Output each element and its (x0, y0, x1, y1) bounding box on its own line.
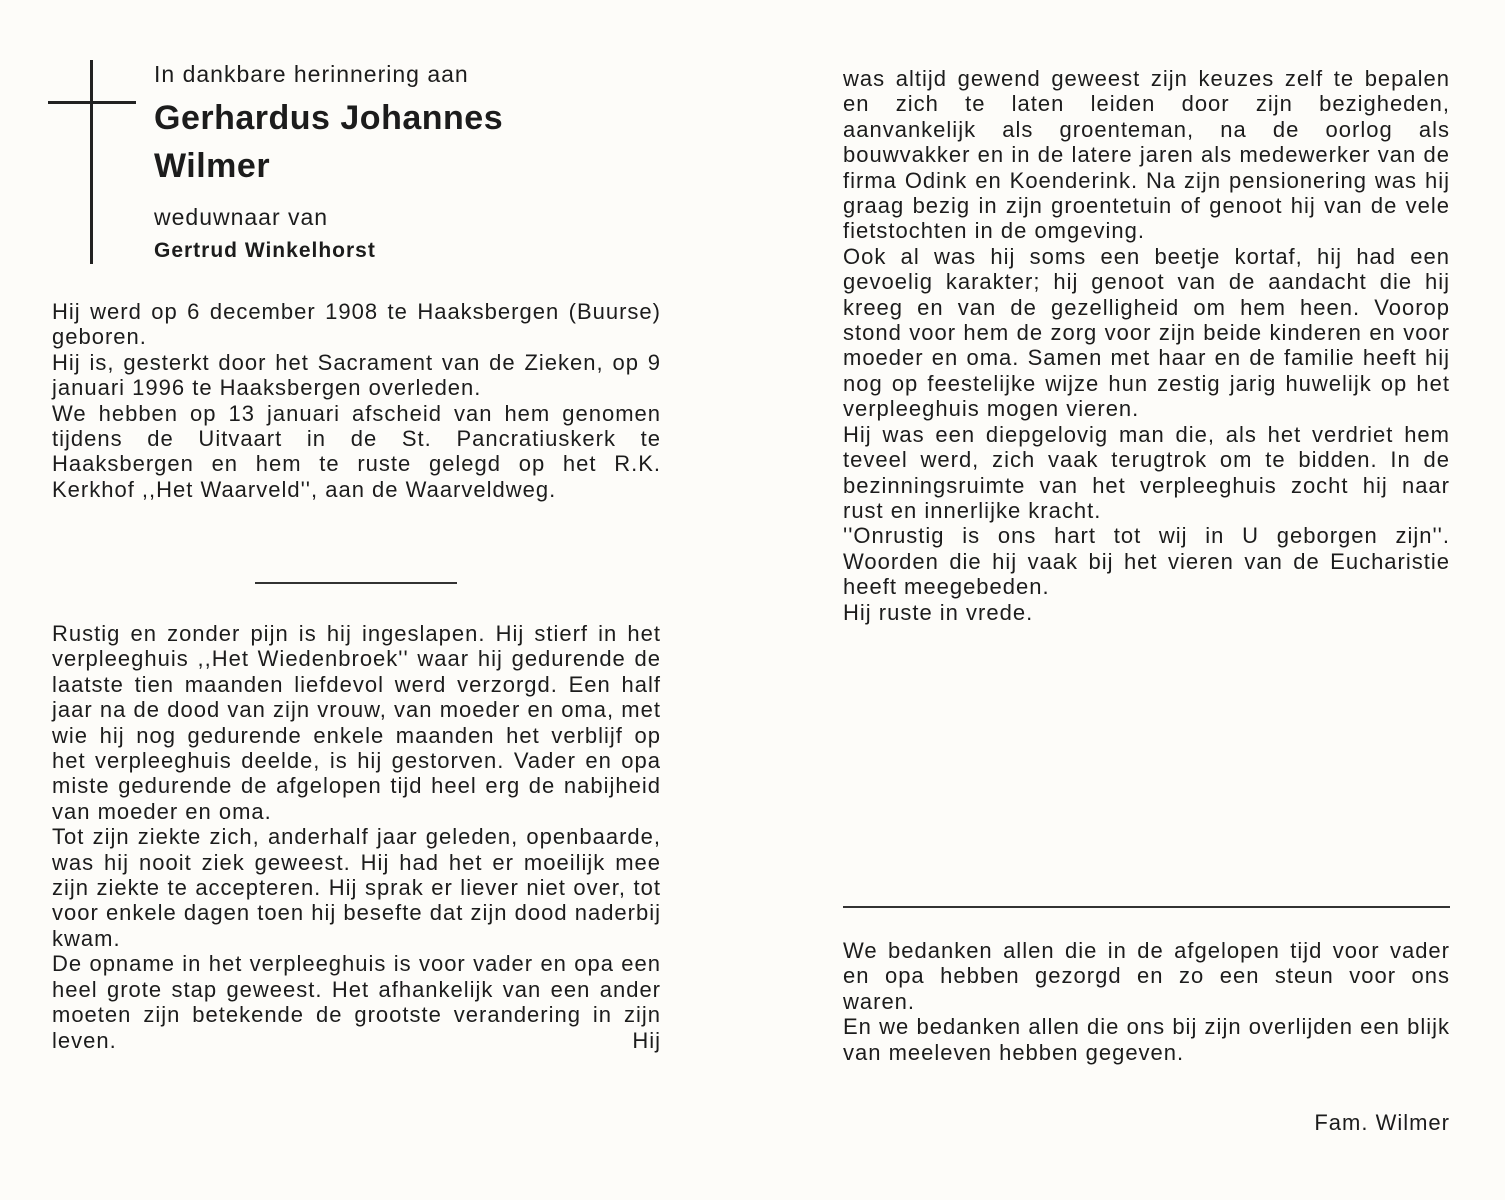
paragraph: Tot zijn ziekte zich, anderhalf jaar geleden, openbaarde, was hij nooit ziek geweest. Hij had het er moeilijk mee zijn ziekte te accepteren. Hij sprak er liever niet over, tot voor enkele dagen toen hij besefte dat zijn dood naderbij kwam. (52, 824, 661, 951)
left-section-2 (52, 621, 661, 1053)
right-section-2 (843, 938, 1450, 1065)
left-section-1 (52, 299, 661, 502)
right-section-1 (843, 66, 1450, 625)
paragraph-birth: Hij werd op 6 december 1908 te Haaksbergen (Buurse) geboren. (52, 299, 661, 350)
paragraph: Hij ruste in vrede. (843, 599, 1034, 625)
paragraph-funeral: We hebben op 13 januari afscheid van hem genomen tijdens de Uitvaart in de St. Pancratiuskerk te Haaksbergen en hem te ruste gelegd op het R.K. Kerkhof ,,Het Waarveld'', aan de Waarveldweg. (52, 400, 661, 502)
cross-icon-horizontal (48, 101, 136, 104)
widow-text: weduwnaar van (154, 204, 329, 230)
paragraph: Hij was een diepgelovig man die, als het verdriet hem teveel werd, zich vaak terugtrok om te bidden. In de bezinningsruimte van het verpleeghuis zocht hij naar rust en innerlijke kracht. (843, 421, 1450, 523)
paragraph: was altijd gewend geweest zijn keuzes zelf te bepalen en zich te laten leiden door zijn bezigheden, aanvankelijk als groenteman, na de oorlog als bouwvakker en in de latere jaren als medewerker van de firma Odink en Koenderink. Na zijn pensionering was hij graag bezig in zijn groentetuin of genoot hij van de vele fietstochten in de omgeving. (843, 66, 1450, 244)
family-signature: Fam. Wilmer (1314, 1110, 1450, 1135)
cross-icon-vertical (90, 60, 93, 264)
paragraph-death: Hij is, gesterkt door het Sacrament van de Zieken, op 9 januari 1996 te Haaksbergen overleden. (52, 349, 661, 401)
intro-text: In dankbare herinnering aan (154, 61, 469, 87)
spouse-name: Gertrud Winkelhorst (154, 239, 376, 262)
header (154, 58, 574, 266)
deceased-name-line1: Gerhardus Johannes (154, 99, 504, 137)
paragraph-thanks-sympathy: En we bedanken allen die ons bij zijn overlijden een blijk van meeleven hebben gegeven. (843, 1014, 1450, 1065)
paragraph: ''Onrustig is ons hart tot wij in U geborgen zijn''. Woorden die hij vaak bij het vieren van de Eucharistie heeft meegebeden. (843, 523, 1450, 600)
paragraph: Ook al was hij soms een beetje kortaf, hij had een gevoelig karakter; hij genoot van de aandacht die hij kreeg en van de gezelligheid om hem heen. Voorop stond voor hem de zorg voor zijn beide kinderen en voor moeder en oma. Samen met haar en de familie heeft hij nog op feestelijke wijze hun zestig jarig huwelijk op het verpleeghuis mogen vieren. (843, 243, 1450, 422)
divider (255, 582, 457, 584)
paragraph-thanks-care: We bedanken allen die in de afgelopen tijd voor vader en opa hebben gezorgd en zo een steun voor ons waren. (843, 938, 1450, 1014)
deceased-name-line2: Wilmer (154, 147, 271, 185)
divider (843, 906, 1450, 908)
paragraph: Rustig en zonder pijn is hij ingeslapen. Hij stierf in het verpleeghuis ,,Het Wiedenbroek'' waar hij gedurende de laatste tien maanden liefdevol werd verzorgd. Een half jaar na de dood van zijn vrouw, van moeder en oma, met wie hij nog gedurende enkele maanden het verblijf op het verpleeghuis deelde, is hij gestorven. Vader en opa miste gedurende de afgelopen tijd heel erg de nabijheid van moeder en oma. (52, 621, 661, 824)
paragraph: De opname in het verpleeghuis is voor vader en opa een heel grote stap geweest. Het afhankelijk van een ander moeten zijn betekende de grootste verandering in zijn leven. Hij (52, 951, 661, 1053)
